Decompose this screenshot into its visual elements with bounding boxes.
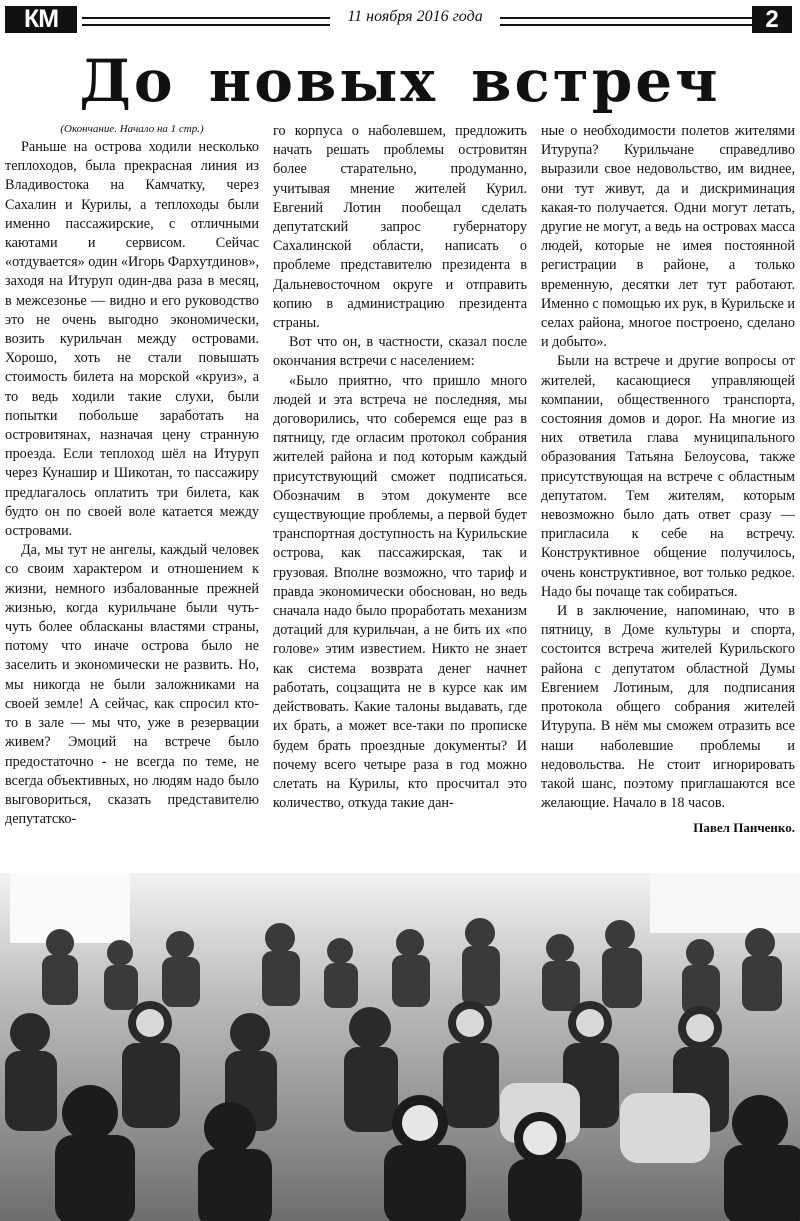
page-header xyxy=(0,0,800,38)
page-number: 2 xyxy=(752,6,792,33)
meeting-photo xyxy=(0,873,800,1221)
issue-date: 11 ноября 2016 года xyxy=(330,7,500,27)
article-body xyxy=(5,122,795,860)
paragraph: ные о необходимости полетов жителями Итурупа? Курильчане справедливо выразили свое недовольство, им виднее, они тут живут, да и дискриминация какая-то получается. Одни могут летать, другие не могут, а ведь на островах масса людей, которые не имея постоянной регистрации в районе, а только временную, десятки лет тут работают. Именно с помощью их рук, в Курильске и селах района, многое построено, сделано и добыто». xyxy=(541,123,795,351)
paragraph: Вот что он, в частности, сказал после окончания встречи с населением: xyxy=(273,334,527,370)
article-author: Павел Панченко. xyxy=(693,820,795,836)
paragraph: го корпуса о наболевшем, предложить начать решать проблемы островитян более старательно, продуманно, учитывая мнение жителей Курил. Евгений Лотин пообещал сделать депутатский запрос губернатору Сахалинской области, написать о проблеме представителю президента в Дальневосточном округе и отправить копию в администрацию президента страны. xyxy=(273,123,527,332)
paragraph: И в заключение, напоминаю, что в пятницу, в Доме культуры и спорта, состоится встреча жителей Курильского района с депутатом областной Думы Евгением Лотиным, для подписания протокола общего собрания жителей Итурупа. В нём мы сможем отразить все наши наболевшие проблемы и недовольства. Не стоит игнорировать такой шанс, поэтому приглашаются все желающие. Начало в 18 часов. xyxy=(541,603,795,812)
paragraph: Раньше на острова ходили несколько теплоходов, была прекрасная линия из Владивостока на Камчатку, через Сахалин и Курилы, а теплоходы были именно пассажирские, с отличными каютами и сервисом. Сейчас «отдувается» один «Игорь Фархутдинов», заходя на Итуруп один-два раза в месяц, в межсезонье — видно и его руководство это не очень выгодно экономически, возить курильчан между островами. Хорошо, хоть не стали повышать стоимость билета на морской «круиз», а то ведь ходили такие слухи, были попытки побольше заработать на островитянах, назначая цену странную проезда. Если теплоход шёл на Итуруп через Кунашир и Шикотан, то пассажиру предлагалось оплатить три билета, как будто он по своей воле катается между островами. xyxy=(5,139,260,540)
article-title: До новых встреч xyxy=(79,47,721,115)
paragraph: «Было приятно, что пришло много людей и эта встреча не последняя, мы договорились, что соберемся еще раз в пятницу, где огласим протокол собрания жителей района и под которым каждый присутствующий сможет подписаться. Обозначим в этом документе все существующие проблемы, а первой будет транспортная доступность на Курильские острова, как пассажирская, так и грузовая. Вполне возможно, что тариф и правда экономически обоснован, но ведь сначала надо было проработать механизм дотаций для курильчан, а не бить их «по голове» этим известием. Никто не знает как система возврата денег начнет работать, соцзащита не в курсе как им действовать. Какие талоны выдавать, где их брать, а может все-таки по прописке будем брать проездные документы? И почему всего четыре раза в год можно слетать на Курилы, кто просчитал это количество, откуда такие дан- xyxy=(273,372,527,812)
paragraph: Были на встрече и другие вопросы от жителей, касающиеся управляющей компании, общественного транспорта, состояния домов и дорог. На многие из них ответила глава муниципального образования Татьяна Белоусова, также присутствующая на встрече с областным депутатом. Тем жителям, которым невозможно было дать ответ сразу — пригласила к себе на встречу. Конструктивное общение получилось, очень конструктивное, вот только редкое. Надо бы почаще так собираться. xyxy=(541,353,795,600)
newspaper-logo: КМ xyxy=(5,6,77,33)
article-column-1 xyxy=(5,122,259,860)
meeting-photo-illustration xyxy=(0,873,800,1221)
article-column-3 xyxy=(541,122,795,860)
paragraph: Да, мы тут не ангелы, каждый человек со своим характером и отношением к жизни, немного избалованные прежней жизнью, когда курильчане были чуть-чуть более обласканы властями страны, потому что иначе острова было не заселить и экономически не развить. Но, мы никогда не были заложниками на своей земле! А сейчас, как спросил кто-то в зале — мы что, уже в резервации живем? Эмоций на встрече было предостаточно - не всегда по теме, не всегда объективных, но людям надо было выговориться, сказать представителю депутатско- xyxy=(5,542,259,828)
continuation-note: (Окончание. Начало на 1 стр.) xyxy=(60,123,204,135)
article-column-2 xyxy=(273,122,527,860)
